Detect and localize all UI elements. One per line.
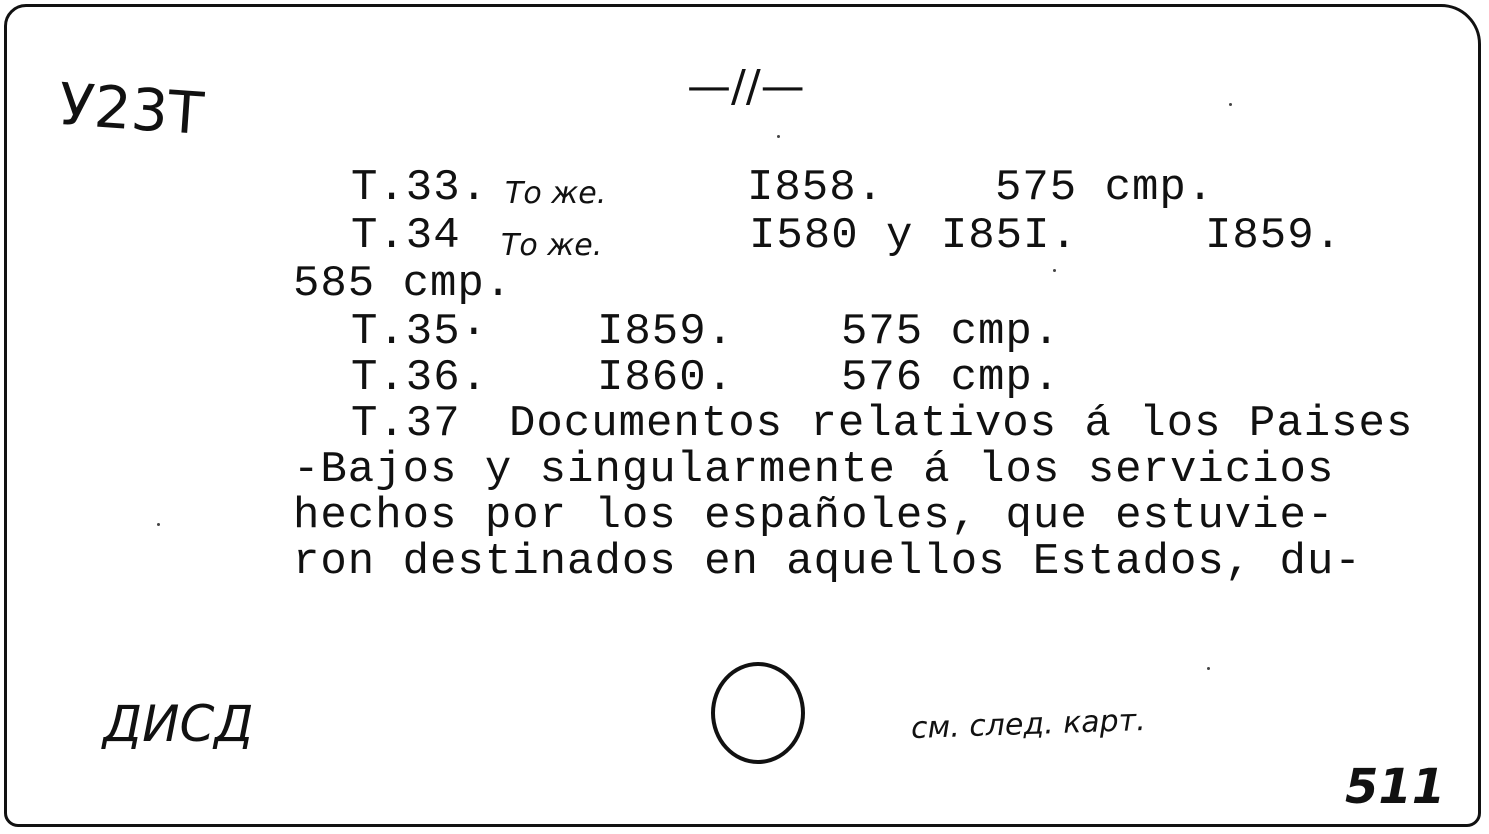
- stamp-label: ДИСД: [103, 695, 254, 753]
- vol-34-label: T.34: [351, 211, 461, 261]
- scan-speck: [777, 135, 780, 138]
- vol-36-pages: 576 cmp.: [841, 353, 1061, 403]
- vol-36-year: I860.: [597, 353, 735, 403]
- seal-circle: [711, 662, 805, 764]
- vol-37-title-line-1: Documentos relativos á los Paises: [509, 399, 1414, 449]
- vol-34-year2: I859.: [1205, 211, 1343, 261]
- scan-speck: [1053, 269, 1056, 272]
- vol-33-label: T.33.: [351, 163, 489, 213]
- vol-34-note: То же.: [501, 228, 603, 263]
- page-marker: —//—: [687, 61, 805, 112]
- scan-speck: [1229, 103, 1232, 106]
- scan-speck: [1207, 667, 1210, 670]
- vol-33-pages: 575 cmp.: [995, 163, 1215, 213]
- vol-35-pages: 575 cmp.: [841, 307, 1061, 357]
- scan-speck: [157, 523, 160, 526]
- card-number: 511: [1345, 759, 1446, 815]
- vol-37-title-line-4: ron destinados en aquellos Estados, du-: [293, 537, 1362, 587]
- next-card-note: см. след. карт.: [910, 702, 1147, 747]
- vol-33-year: I858.: [747, 163, 885, 213]
- shelfmark: У23Т: [56, 70, 206, 148]
- catalog-card: [4, 4, 1481, 827]
- vol-37-title-line-3: hechos por los españoles, que estuvie-: [293, 491, 1335, 541]
- vol-37-title-line-2: -Bajos y singularmente á los servicios: [293, 445, 1335, 495]
- vol-35-year: I859.: [597, 307, 735, 357]
- vol-37-label: T.37: [351, 399, 461, 449]
- vol-36-label: T.36.: [351, 353, 489, 403]
- vol-34-years: I580 y I85I.: [749, 211, 1078, 261]
- vol-33-note: То же.: [505, 176, 607, 211]
- vol-35-label: T.35·: [351, 307, 489, 357]
- vol-34-pages: 585 cmp.: [293, 259, 513, 309]
